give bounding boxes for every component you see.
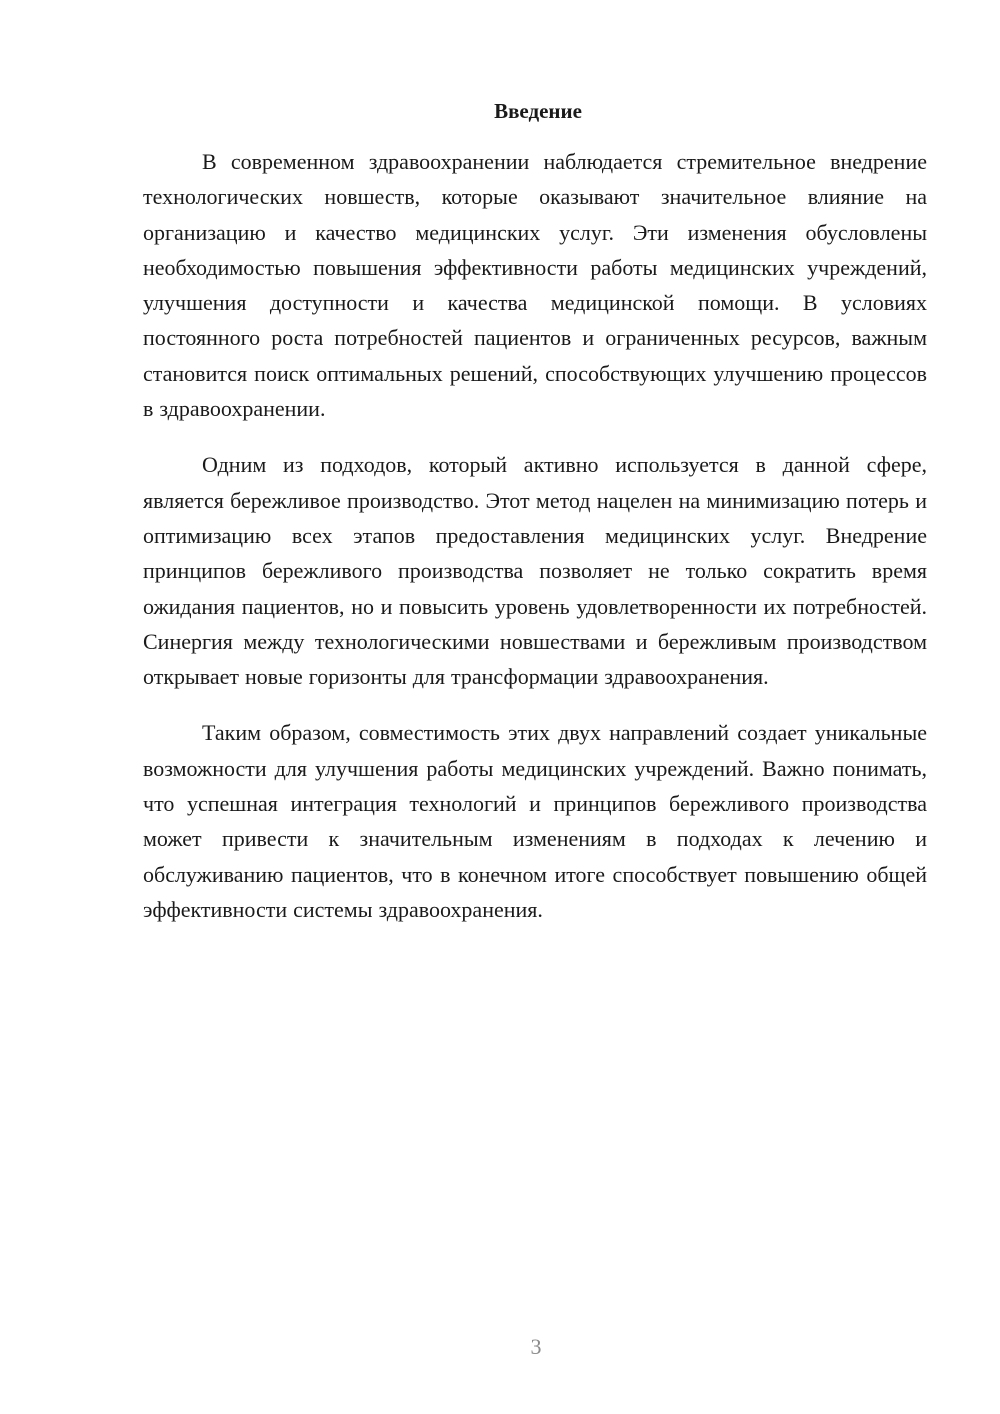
page-content bbox=[143, 96, 927, 948]
page-number: 3 bbox=[530, 1334, 542, 1359]
section-heading: Введение bbox=[494, 99, 582, 123]
paragraph-1: В современном здравоохранении наблюдается стремительное внедрение технологических новшеств, которые оказывают значительное влияние на организацию и качество медицинских услуг. Эти изменения обусловлены необходимостью повышения эффективности работы медицинских учреждений, улучшения доступности и качества медицинской помощи. В условиях постоянного роста потребностей пациентов и ограниченных ресурсов, важным становится поиск оптимальных решений, способствующих улучшению процессов в здравоохранении. bbox=[143, 149, 927, 422]
paragraph-2: Одним из подходов, который активно используется в данной сфере, является бережливое производство. Этот метод нацелен на минимизацию потерь и оптимизацию всех этапов предоставления медицинских услуг. Внедрение принципов бережливого производства позволяет не только сократить время ожидания пациентов, но и повысить уровень удовлетворенности их потребностей. Синергия между технологическими новшествами и бережливым производством открывает новые горизонты для трансформации здравоохранения. bbox=[143, 452, 927, 690]
paragraph-3: Таким образом, совместимость этих двух направлений создает уникальные возможности для улучшения работы медицинских учреждений. Важно понимать, что успешная интеграция технологий и принципов бережливого производства может привести к значительным изменениям в подходах к лечению и обслуживанию пациентов, что в конечном итоге способствует повышению общей эффективности системы здравоохранения. bbox=[143, 720, 927, 922]
